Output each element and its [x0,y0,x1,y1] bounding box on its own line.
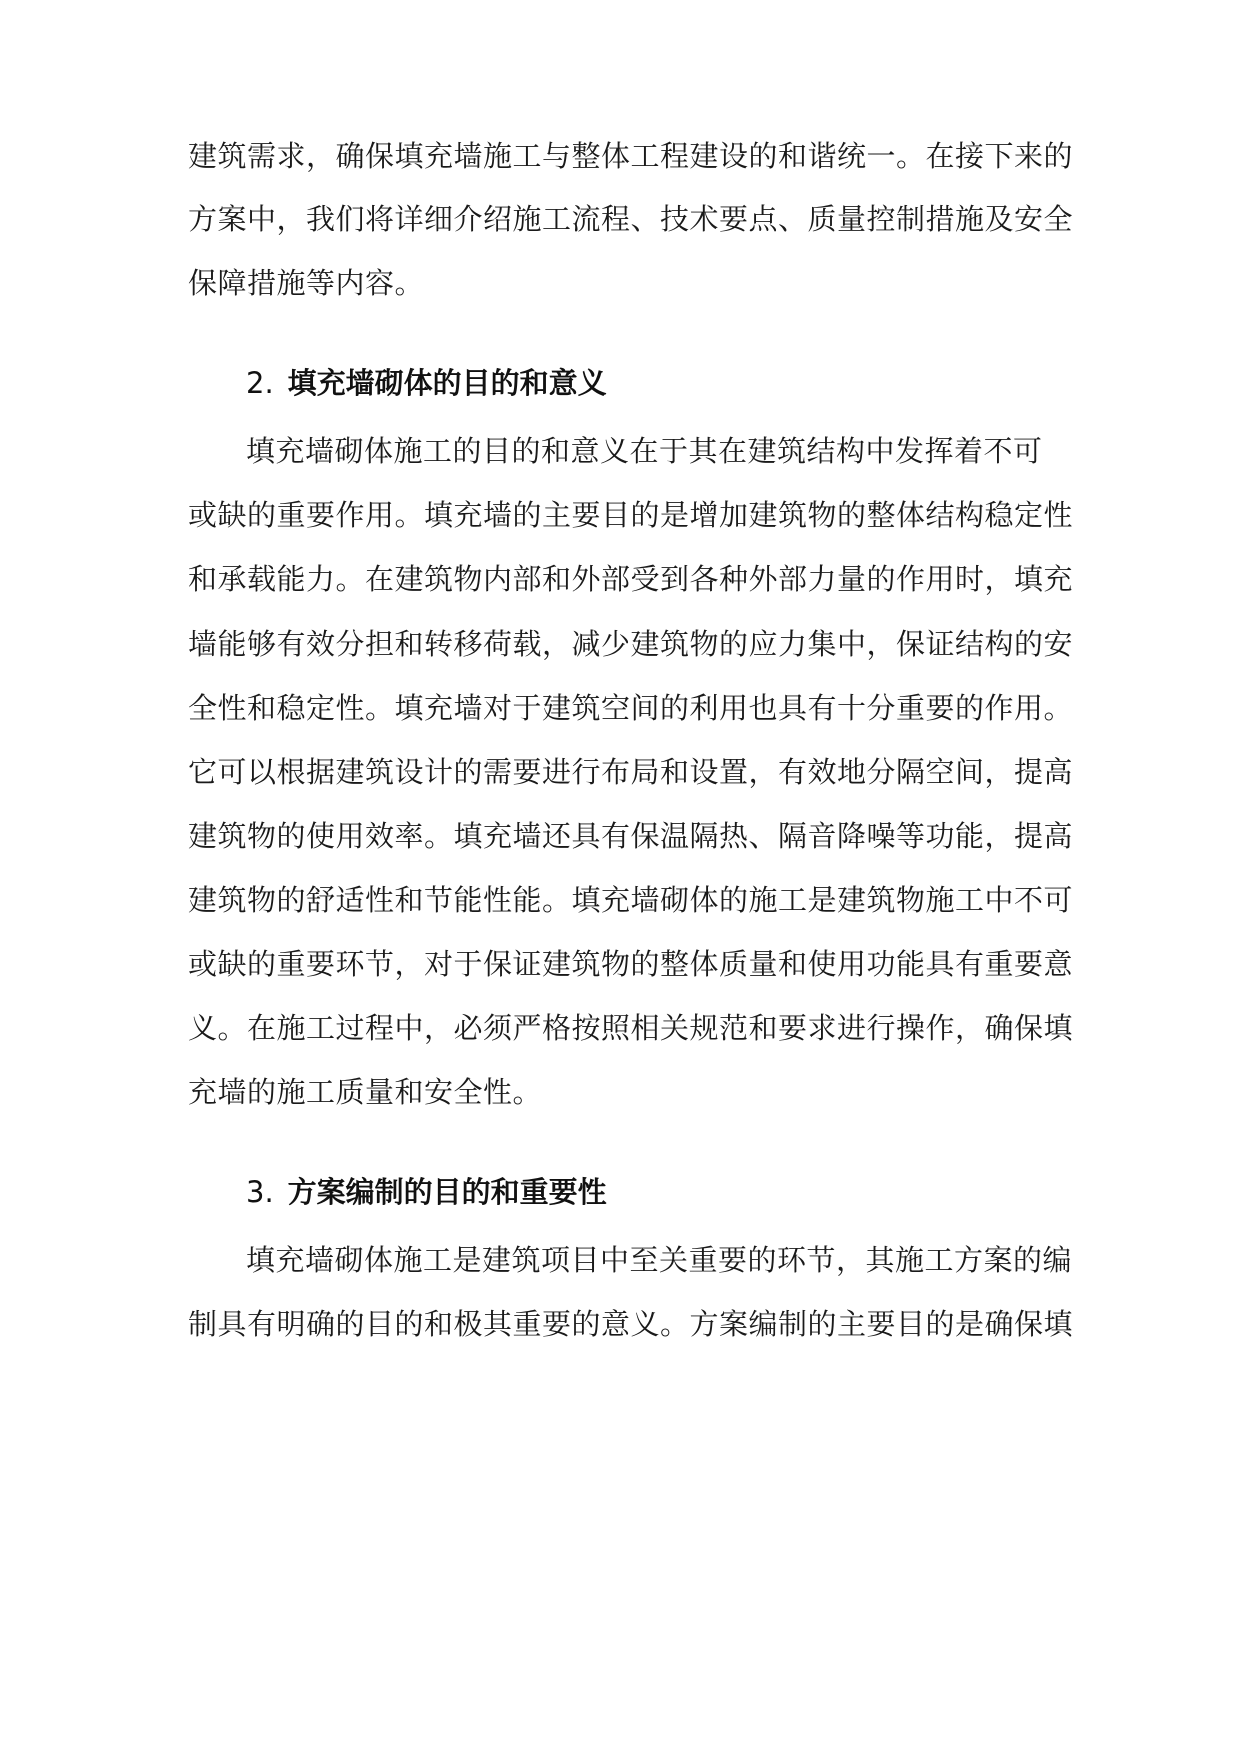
paragraph-line: 方案中，我们将详细介绍施工流程、技术要点、质量控制措施及安全 [188,202,1074,236]
section-heading-2 [246,365,607,401]
paragraph-line: 制具有明确的目的和极其重要的意义。方案编制的主要目的是确保填 [188,1307,1074,1341]
paragraph-line: 填充墙砌体施工的目的和意义在于其在建筑结构中发挥着不可 [246,434,1043,468]
paragraph-line: 或缺的重要环节，对于保证建筑物的整体质量和使用功能具有重要意 [188,947,1074,981]
paragraph-line: 充墙的施工质量和安全性。 [188,1075,543,1109]
paragraph-line: 义。在施工过程中，必须严格按照相关规范和要求进行操作，确保填 [188,1011,1074,1045]
section-title: 填充墙砌体的目的和意义 [287,366,607,400]
paragraph-line: 建筑需求，确保填充墙施工与整体工程建设的和谐统一。在接下来的 [188,139,1074,173]
paragraph-line: 墙能够有效分担和转移荷载，减少建筑物的应力集中，保证结构的安 [188,627,1074,661]
paragraph-line: 或缺的重要作用。填充墙的主要目的是增加建筑物的整体结构稳定性 [188,498,1074,532]
section-heading-3 [246,1174,607,1210]
paragraph-line: 和承载能力。在建筑物内部和外部受到各种外部力量的作用时，填充 [188,562,1074,596]
paragraph-line: 填充墙砌体施工是建筑项目中至关重要的环节，其施工方案的编 [246,1243,1073,1277]
paragraph-line: 建筑物的舒适性和节能性能。填充墙砌体的施工是建筑物施工中不可 [188,883,1074,917]
paragraph-line: 它可以根据建筑设计的需要进行布局和设置，有效地分隔空间，提高 [188,755,1074,789]
paragraph-line: 全性和稳定性。填充墙对于建筑空间的利用也具有十分重要的作用。 [188,691,1074,725]
section-title: 方案编制的目的和重要性 [287,1175,607,1209]
paragraph-line: 建筑物的使用效率。填充墙还具有保温隔热、隔音降噪等功能，提高 [188,819,1074,853]
section-number: 2. [246,366,274,400]
paragraph-line: 保障措施等内容。 [188,266,425,300]
section-number: 3. [246,1175,274,1209]
